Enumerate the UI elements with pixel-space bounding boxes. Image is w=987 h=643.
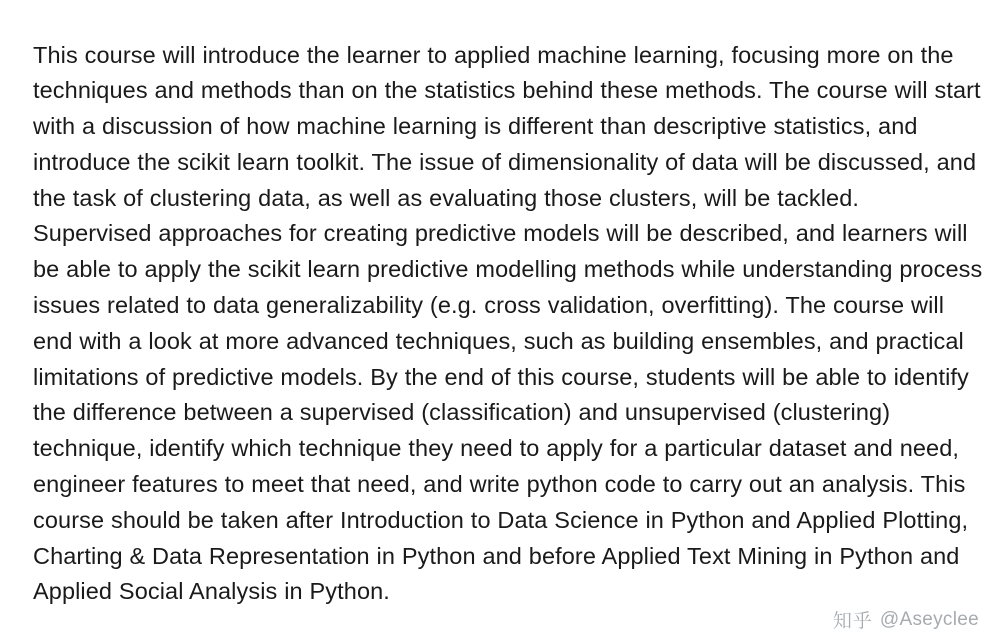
zhihu-logo: 知乎 — [832, 610, 873, 632]
watermark-handle: @Aseyclee — [879, 608, 979, 630]
course-description-paragraph: This course will introduce the learner to applied machine learning, focusing more on the techniques and methods than on the statistics behind these methods. The course will start with a discussion of how machine learning is different than descriptive statistics, and introduce the scikit learn toolkit. The issue of dimensionality of data will be discussed, and the task of clustering data, as well as evaluating those clusters, will be tackled. Supervised approaches for creating predictive models will be described, and learners will be able to apply the scikit learn predictive modelling methods while understanding process issues related to data generalizability (e.g. cross validation, overfitting). The course will end with a look at more advanced techniques, such as building ensembles, and practical limitations of predictive models. By the end of this course, students will be able to identify the difference between a supervised (classification) and unsupervised (clustering) technique, identify which technique they need to apply for a particular dataset and need, engineer features to meet that need, and write python code to carry out an analysis. This course should be taken after Introduction to Data Science in Python and Applied Plotting, Charting & Data Representation in Python and before Applied Text Mining in Python and Applied Social Analysis in Python. — [33, 41, 983, 605]
